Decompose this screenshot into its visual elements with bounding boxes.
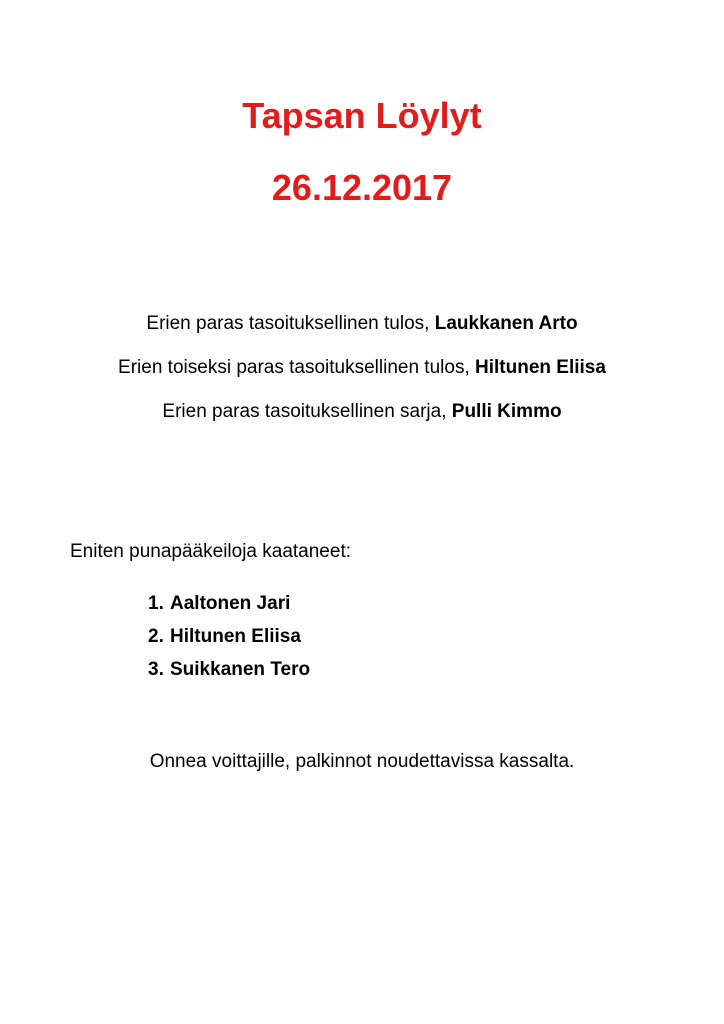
award-line-second-best-handicap-result xyxy=(0,356,724,380)
ranked-name: Hiltunen Eliisa xyxy=(170,626,301,647)
award-winner: Pulli Kimmo xyxy=(451,401,562,422)
ranked-name: Aaltonen Jari xyxy=(170,593,291,614)
red-pins-heading: Eniten punapääkeiloja kaataneet: xyxy=(70,541,352,562)
document-title: Tapsan Löylyt xyxy=(242,95,482,136)
list-item xyxy=(148,625,310,658)
list-item xyxy=(148,592,310,625)
award-winner: Hiltunen Eliisa xyxy=(475,357,606,378)
congratulations-message: Onnea voittajille, palkinnot noudettavissa kassalta. xyxy=(149,751,575,772)
award-line-best-handicap-series xyxy=(0,400,724,424)
award-description: Erien paras tasoituksellinen sarja, xyxy=(162,401,447,422)
award-description: Erien toiseksi paras tasoituksellinen tulos, xyxy=(118,357,470,378)
rank-number: 1. xyxy=(148,593,164,614)
award-winner: Laukkanen Arto xyxy=(434,313,578,334)
award-description: Erien paras tasoituksellinen tulos, xyxy=(146,313,430,334)
rank-number: 3. xyxy=(148,659,164,680)
event-date: 26.12.2017 xyxy=(271,167,453,208)
list-item xyxy=(148,658,310,691)
award-line-best-handicap-result xyxy=(0,312,724,336)
red-pins-ranking-list xyxy=(148,592,310,691)
rank-number: 2. xyxy=(148,626,164,647)
ranked-name: Suikkanen Tero xyxy=(170,659,311,680)
